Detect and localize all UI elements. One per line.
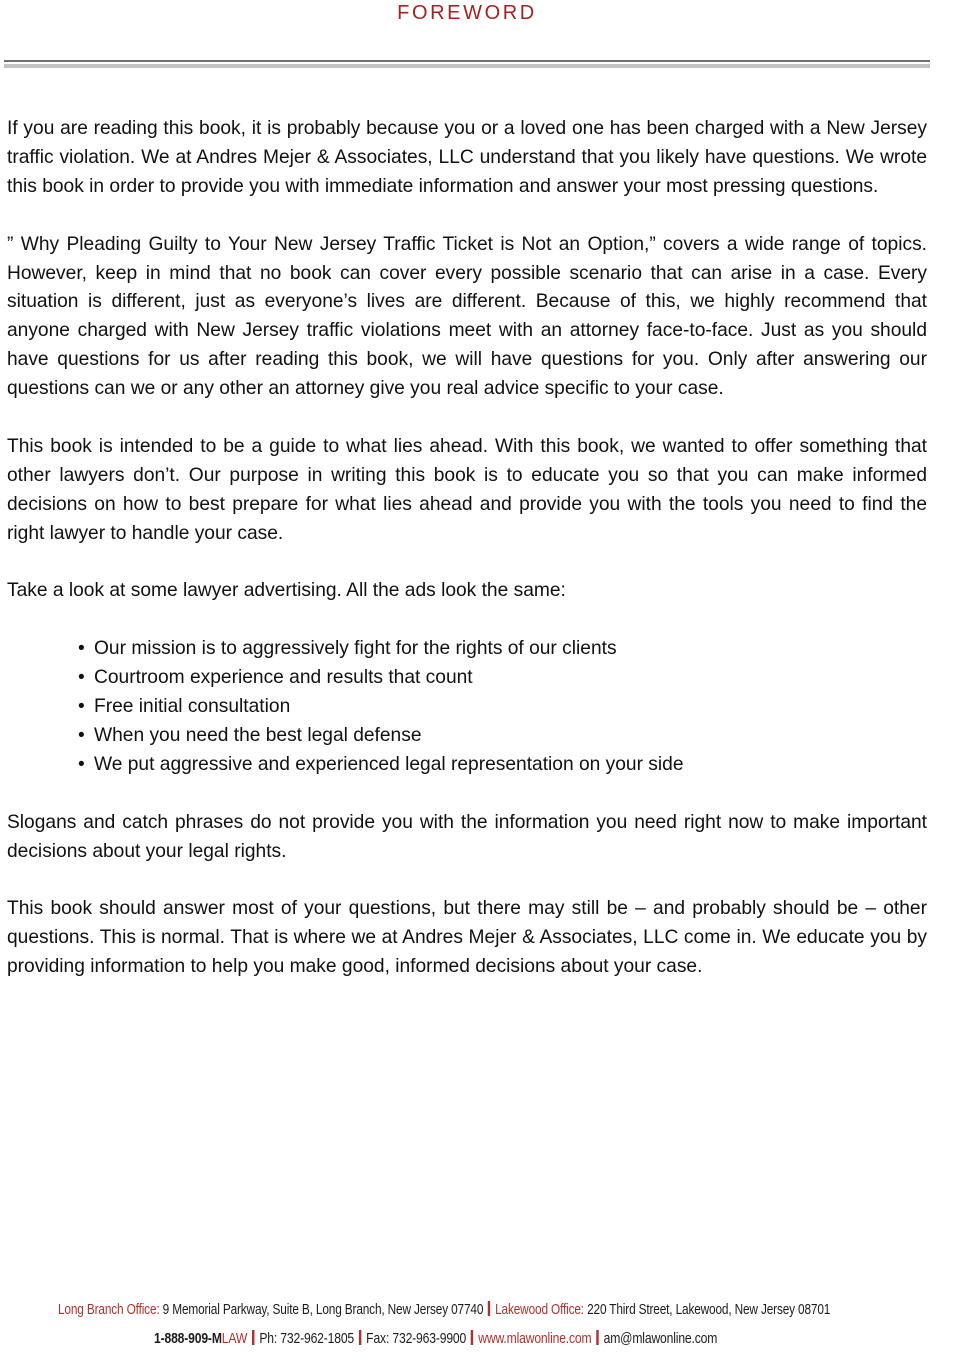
bullet-icon: •	[78, 667, 85, 689]
page-title: FOREWORD	[397, 2, 537, 24]
separator-bar	[488, 1301, 490, 1316]
header-rule	[4, 60, 930, 62]
paragraph-book-scope: ” Why Pleading Guilty to Your New Jersey Traffic Ticket is Not an Option,” covers a wide range of topics. However, keep in mind that no book can cover every possible scenario that can arise in a case. Every situation is different, just as everyone’s lives are different. Because of this, we highly recommend that anyone charged with New Jersey traffic violations meet with an attorney face-to-face. Just as you should have questions for us after reading this book, we will have questions for you. Only after answering our questions can we or any other an attorney give you real advice specific to your case.	[7, 233, 927, 400]
list-item-text: When you need the best legal defense	[94, 724, 422, 746]
list-item-text: Courtroom experience and results that count	[94, 667, 473, 689]
phone-value: 732-962-1805	[280, 1330, 355, 1347]
website-link[interactable]: www.mlawonline.com	[478, 1330, 592, 1347]
bullet-icon: •	[78, 696, 85, 718]
list-item-text: We put aggressive and experienced legal representation on your side	[94, 753, 684, 775]
list-item	[78, 722, 927, 751]
paragraph-closing: This book should answer most of your questions, but there may still be – and probably should be – other questions. This is normal. That is where we at Andres Mejer & Associates, LLC come in. We educate you by providing information to help you make good, informed decisions about your case.	[7, 898, 927, 978]
list-item	[78, 751, 927, 780]
bullet-icon: •	[78, 724, 85, 746]
paragraph-book-purpose: This book is intended to be a guide to what lies ahead. With this book, we wanted to offer something that other lawyers don’t. Our purpose in writing this book is to educate you so that you can make informed decisions on how to best prepare for what lies ahead and provide you with the tools you need to find the right lawyer to handle your case.	[7, 435, 927, 544]
list-item	[78, 664, 927, 693]
separator-bar	[471, 1330, 473, 1345]
separator-bar	[359, 1330, 361, 1345]
office2-label: Lakewood Office:	[495, 1301, 584, 1318]
list-item-text: Our mission is to aggressively fight for the rights of our clients	[94, 638, 617, 660]
footer-contacts	[154, 1330, 717, 1347]
header-rule-shadow	[4, 64, 930, 68]
phone-number-prefix: 1-888-909-M	[154, 1330, 222, 1347]
list-item	[78, 693, 927, 722]
email-link[interactable]: am@mlawonline.com	[603, 1330, 718, 1347]
list-item-text: Free initial consultation	[94, 696, 291, 718]
paragraph-advertising: Take a look at some lawyer advertising. All the ads look the same:	[7, 580, 566, 602]
fax-value: 732-963-9900	[392, 1330, 467, 1347]
phone-number-suffix: LAW	[221, 1330, 248, 1347]
footer-offices	[58, 1301, 830, 1318]
bullet-icon: •	[78, 753, 85, 775]
office2-address: 220 Third Street, Lakewood, New Jersey 08701	[587, 1301, 831, 1318]
phone-label: Ph:	[259, 1330, 278, 1347]
fax-label: Fax:	[366, 1330, 390, 1347]
body-content	[7, 115, 927, 1011]
office1-label: Long Branch Office:	[58, 1301, 160, 1318]
separator-bar	[596, 1330, 598, 1345]
bullet-icon: •	[78, 638, 85, 660]
office1-address: 9 Memorial Parkway, Suite B, Long Branch, New Jersey 07740	[162, 1301, 484, 1318]
list-item	[78, 635, 927, 664]
advertising-slogans-list	[7, 635, 927, 780]
paragraph-intro: If you are reading this book, it is probably because you or a loved one has been charged with a New Jersey traffic violation. We at Andres Mejer & Associates, LLC understand that you likely have questions. We wrote this book in order to provide you with immediate information and answer your most pressing questions.	[7, 118, 927, 197]
separator-bar	[252, 1330, 254, 1345]
paragraph-slogans: Slogans and catch phrases do not provide you with the information you need right now to make important decisions about your legal rights.	[7, 811, 927, 862]
